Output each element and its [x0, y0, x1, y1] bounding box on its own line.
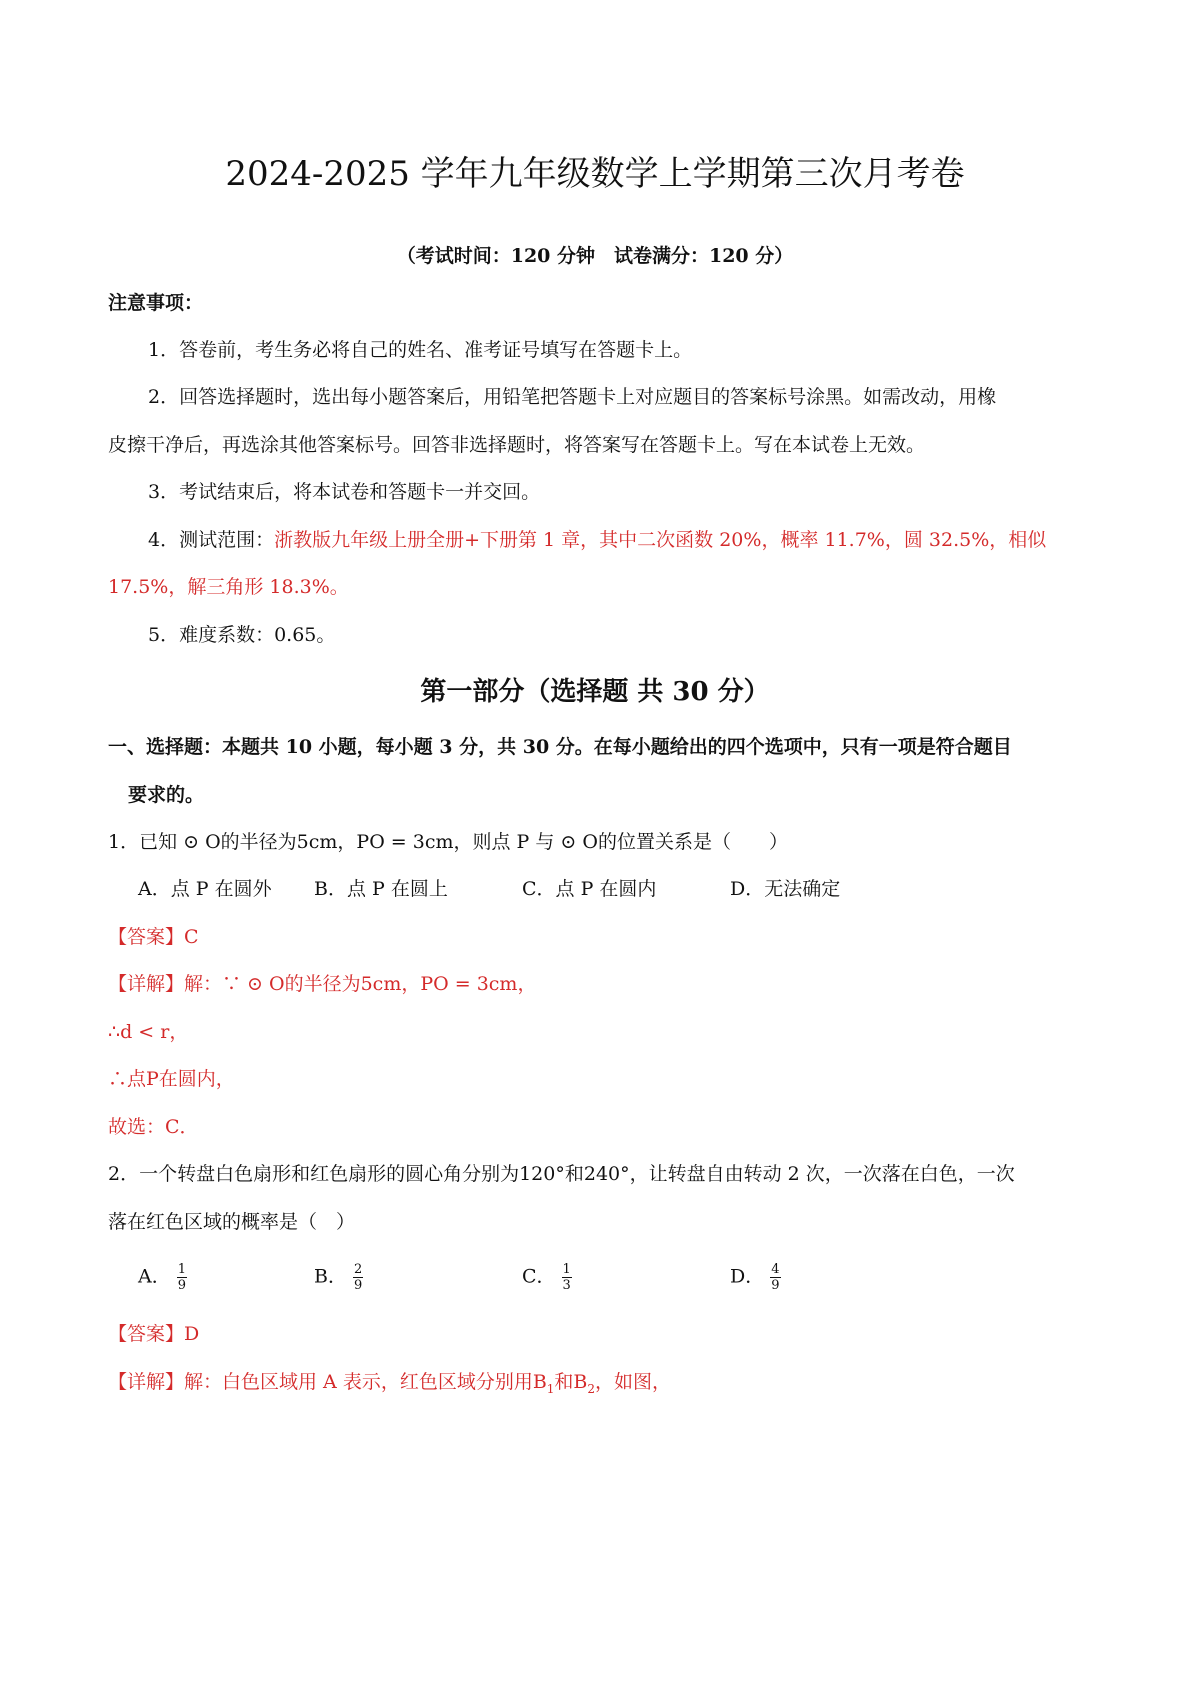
- q2-option-a-label: A．: [138, 1265, 171, 1288]
- fraction-numerator: 1: [177, 1262, 187, 1277]
- q2-option-d: [730, 1262, 781, 1293]
- fraction-denominator: 3: [562, 1278, 571, 1293]
- q2-detail-text-b: 和B: [554, 1371, 588, 1393]
- q1-step-3: 故选：C．: [108, 1116, 199, 1138]
- q2-detail-text-a: 解：白色区域用 A 表示，红色区域分别用B: [184, 1371, 547, 1393]
- q2-answer: 【答案】D: [108, 1323, 200, 1345]
- q2-subscript-1: 1: [546, 1381, 555, 1396]
- q2-option-c-fraction: [562, 1262, 572, 1293]
- note-item-4-scope: 浙教版九年级上册全册+下册第 1 章，其中二次函数 20%，概率 11.7%，圆 32.5%，相似: [274, 529, 1047, 551]
- q2-option-d-fraction: [770, 1262, 780, 1293]
- fraction-numerator: 4: [771, 1262, 780, 1277]
- q1-option-d: D．无法确定: [730, 878, 841, 900]
- fraction-numerator: 1: [562, 1262, 571, 1277]
- fraction-numerator: 2: [353, 1262, 363, 1277]
- q2-option-a: [138, 1262, 187, 1293]
- note-item-1: 1．答卷前，考生务必将自己的姓名、准考证号填写在答题卡上。: [148, 339, 693, 361]
- q2-detail-text-c: ，如图，: [595, 1371, 672, 1393]
- exam-subtitle: （考试时间：120 分钟 试卷满分：120 分）: [396, 245, 794, 267]
- section-instructions-a: 一、选择题：本题共 10 小题，每小题 3 分，共 30 分。在每小题给出的四个选项中，只有一项是符合题目: [108, 736, 1012, 758]
- q2-detail: [108, 1369, 671, 1402]
- fraction-denominator: 9: [353, 1278, 363, 1293]
- q1-step-2: ∴点P在圆内，: [108, 1068, 235, 1090]
- note-item-2b: 皮擦干净后，再选涂其他答案标号。回答非选择题时，将答案写在答题卡上。写在本试卷上无效。: [108, 434, 926, 456]
- fraction-denominator: 9: [177, 1278, 187, 1293]
- q2-option-d-label: D．: [730, 1265, 765, 1288]
- note-item-4b: 17.5%，解三角形 18.3%。: [108, 576, 349, 598]
- notes-heading: 注意事项：: [108, 292, 204, 314]
- q1-answer: 【答案】C: [108, 926, 199, 948]
- section-title: 第一部分（选择题 共 30 分）: [420, 677, 770, 707]
- q1-detail: [108, 971, 536, 997]
- question-2-stem-a: 2．一个转盘白色扇形和红色扇形的圆心角分别为120°和240°，让转盘自由转动 2 次，一次落在白色，一次: [108, 1163, 1015, 1185]
- q1-detail-text: 解：∵ ⊙ O的半径为5cm，PO = 3cm，: [184, 973, 537, 995]
- q2-option-c: [522, 1262, 572, 1293]
- q1-option-b: B．点 P 在圆上: [314, 878, 448, 900]
- note-item-4a: [148, 527, 1046, 553]
- note-item-5: 5．难度系数：0.65。: [148, 624, 336, 646]
- question-1-stem: 1．已知 ⊙ O的半径为5cm，PO = 3cm，则点 P 与 ⊙ O的位置关系是（ ）: [108, 831, 788, 853]
- fraction-denominator: 9: [771, 1278, 780, 1293]
- note-item-3: 3．考试结束后，将本试卷和答题卡一并交回。: [148, 481, 541, 503]
- question-2-stem-b: 落在红色区域的概率是（ ）: [108, 1211, 356, 1233]
- q2-option-b: [314, 1262, 363, 1293]
- q1-detail-label: 【详解】: [108, 973, 185, 995]
- q1-step-1: ∴d < r，: [108, 1021, 189, 1043]
- q1-option-c: C．点 P 在圆内: [522, 878, 657, 900]
- q2-detail-label: 【详解】: [108, 1371, 185, 1393]
- section-instructions-b: 要求的。: [128, 784, 205, 806]
- q1-option-a: A．点 P 在圆外: [138, 878, 272, 900]
- note-item-2a: 2．回答选择题时，选出每小题答案后，用铅笔把答题卡上对应题目的答案标号涂黑。如需改动，用橡: [148, 386, 997, 408]
- q2-option-a-fraction: [177, 1262, 187, 1293]
- q2-subscript-2: 2: [587, 1381, 596, 1396]
- note-item-4-prefix: 4．测试范围：: [148, 529, 275, 551]
- q2-option-b-label: B．: [314, 1265, 347, 1288]
- q2-option-c-label: C．: [522, 1265, 556, 1288]
- q2-option-b-fraction: [353, 1262, 363, 1293]
- page-title: 2024-2025 学年九年级数学上学期第三次月考卷: [225, 154, 965, 194]
